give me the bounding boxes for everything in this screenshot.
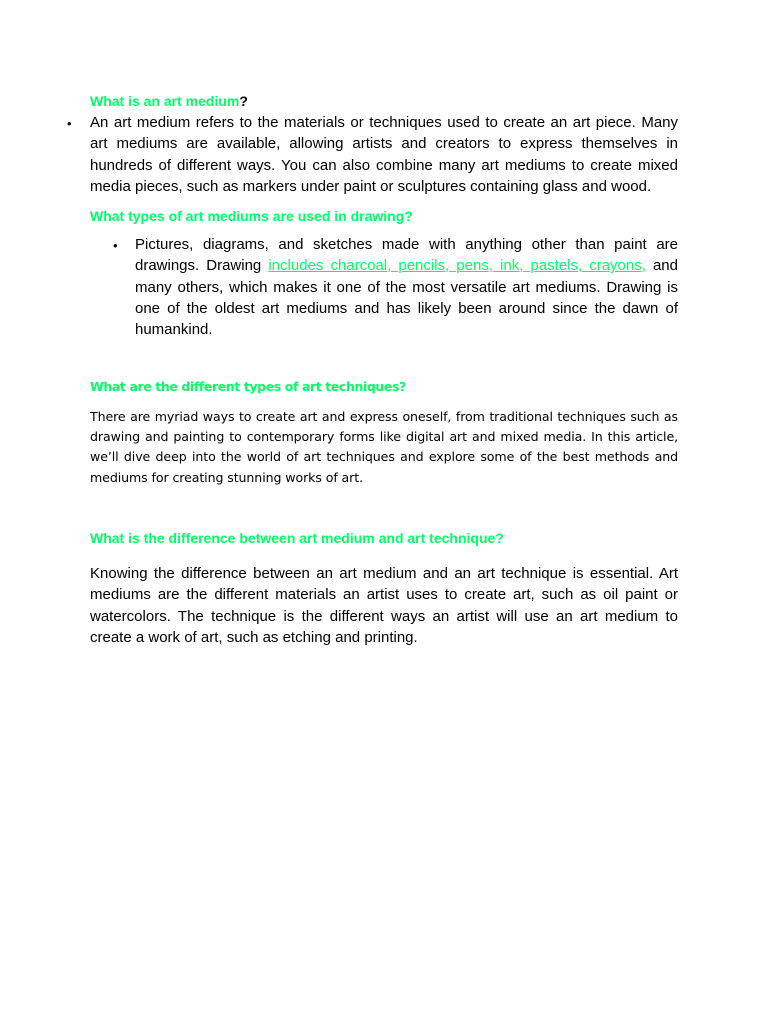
bullet-marker: • bbox=[113, 238, 118, 253]
heading-drawing-mediums: What types of art mediums are used in drawing? bbox=[90, 208, 413, 224]
paragraph-text: Pictures, diagrams, and sketches made with anything other than paint are drawings. Drawing bbox=[135, 236, 678, 275]
paragraph-art-medium-definition: An art medium refers to the materials or techniques used to create an art piece. Many art mediums are available, allowing artists and creators to express themselves in hundreds of different ways. You can also combine many art mediums to create mixed media pieces, such as markers under paint or sculptures containing glass and wood. bbox=[90, 114, 678, 195]
paragraph-art-techniques: There are myriad ways to create art and express oneself, from traditional techniques such as drawing and painting to contemporary forms like digital art and mixed media. In this article, we’ll dive deep into the world of art techniques and explore some of the best methods and mediums for creating stunning works of art. bbox=[90, 409, 678, 485]
heading-text: What is an art medium bbox=[90, 93, 240, 109]
bullet-marker: • bbox=[67, 116, 72, 131]
heading-question-mark: ? bbox=[239, 93, 248, 109]
heading-medium-vs-technique: What is the difference between art medium and art technique? bbox=[90, 530, 504, 546]
heading-what-is-art-medium bbox=[90, 93, 678, 110]
drawing-mediums-link[interactable]: includes charcoal, pencils, pens, ink, pastels, crayons, bbox=[268, 257, 646, 275]
heading-art-techniques: What are the different types of art techniques? bbox=[90, 379, 406, 394]
paragraph-medium-vs-technique: Knowing the difference between an art medium and an art technique is essential. Art mediums are the different materials an artist uses to create art, such as oil paint or watercolors. The technique is the different ways an artist will use an art medium to create a work of art, such as etching and printing. bbox=[90, 565, 678, 646]
paragraph-drawing-mediums bbox=[135, 234, 678, 340]
paragraph-text: and many others, which makes it one of the most versatile art mediums. Drawing is one of the oldest art mediums and has likely been around since the dawn of humankind. bbox=[135, 257, 678, 339]
